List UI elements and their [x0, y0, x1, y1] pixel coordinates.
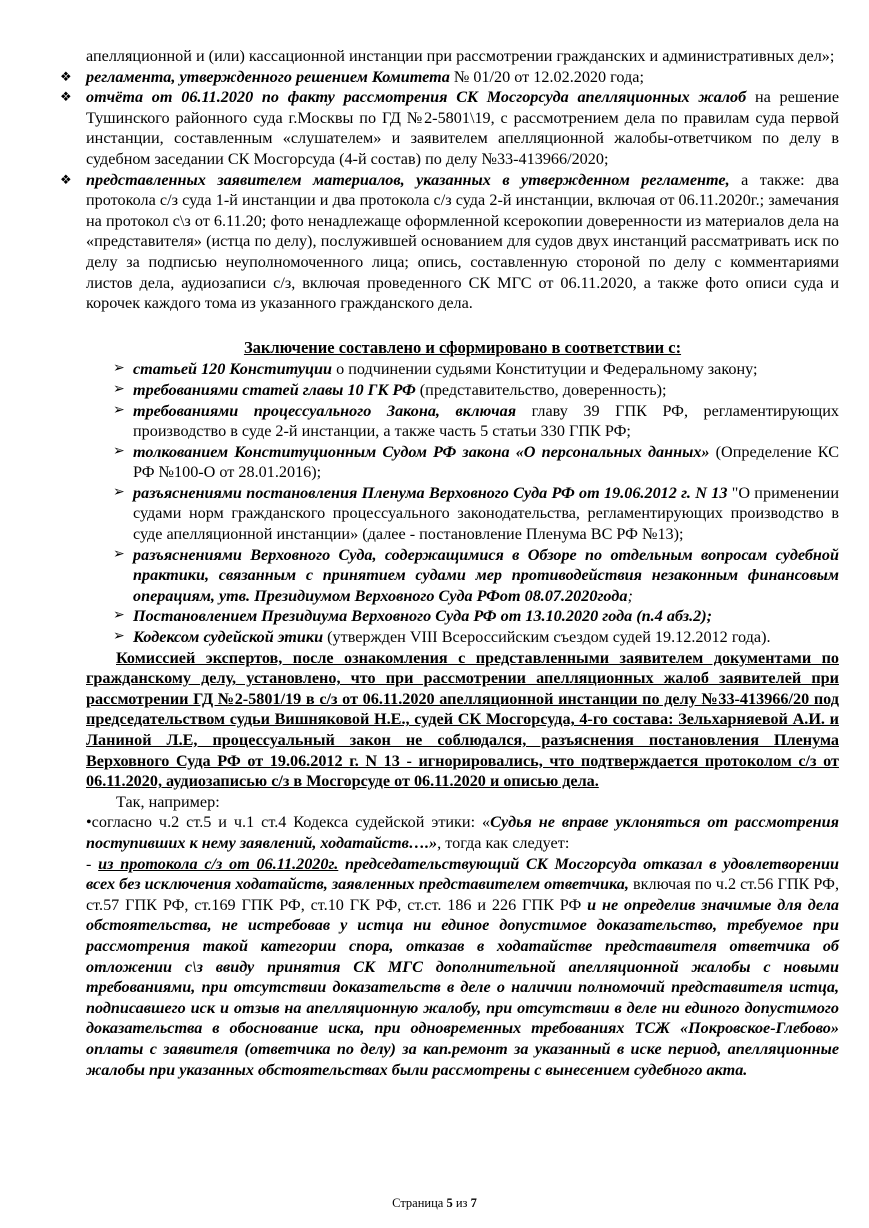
item-text: (утвержден VIII Всероссийским съездом судей 19.12.2012 года). — [323, 628, 771, 647]
item-emphasis: разъяснениями Верховного Суда, содержащимися в Обзоре по отдельным вопросам судебной практики, связанным с принятием судами мер противодействия незаконным финансовым операциям, утв. Президиумом Верховного Суда РФот 08.07.2020года — [133, 545, 839, 605]
bullet-quote: Судья не вправе уклоняться от рассмотрения поступивших к нему заявлений, ходатайств….» — [86, 813, 840, 852]
item-text: (Определение КС РФ №100-О от 28.01.2016); — [133, 442, 839, 482]
item-text: (представительство, доверенность); — [415, 380, 667, 399]
item-emphasis: отчёта от 06.11.2020 по факту рассмотрения СК Мосгорсуда апелляционных жалоб — [86, 88, 747, 107]
arrow-bullet-icon: ➢ — [113, 402, 125, 418]
intro-paragraph: апелляционной и (или) кассационной инстанции при рассмотрении гражданских и административных дел»; — [86, 47, 835, 65]
bullet-tail: , тогда как следует: — [437, 833, 570, 852]
dash-marker: - — [86, 854, 99, 873]
item-emphasis: Кодексом судейской этики — [133, 628, 324, 647]
item-emphasis: требованиями статей главы 10 ГК РФ — [133, 380, 416, 399]
example-intro: Так, например: — [116, 792, 220, 811]
item-text: главу 39 ГПК РФ, регламентирующих производство в суде 2-й инстанции, а также часть 5 статьи 330 ГПК РФ; — [133, 401, 839, 441]
item-text: о подчинении судьями Конституции и Федеральному закону; — [332, 360, 758, 379]
protocol-reference: из протокола с/з от 06.11.2020г. — [98, 854, 339, 873]
list-item — [113, 442, 839, 483]
protocol-text: председательствующий СК Мосгорсуда отказал в удовлетворении всех без исключения ходатайств, заявленных представителем ответчика, — [86, 854, 839, 894]
item-emphasis: требованиями процессуального Закона, включая — [133, 401, 517, 420]
findings-paragraph: Комиссией экспертов, после ознакомления с представленными заявителем документами по гражданскому делу, установлено, что при рассмотрении апелляционных жалоб заявителей при рассмотрении ГД №2-5801/19 в с/з от 06.11.2020 апелляционной инстанции по делу №33-413966/20 под председательством судьи Вишняковой Н.Е., судей СК Мосгорсуда, 4-го состава: Зельхарняевой А.И. и Ланиной Л.Е, процессуальный закон не соблюдался, разъяснения постановления Пленума Верховного Суда РФ от 19.06.2012 г. N 13 - игнорировались, что подтверждается протоколом с/з от 06.11.2020, аудиозаписью с/з в Мосгорсуде от 06.11.2020 и описью дела. — [86, 648, 839, 791]
arrow-bullet-icon: ➢ — [113, 546, 125, 562]
page-footer — [0, 1196, 869, 1211]
list-item — [113, 627, 839, 648]
arrow-bullet-icon: ➢ — [113, 361, 125, 377]
page-total: 7 — [470, 1196, 477, 1210]
document-body — [60, 46, 840, 1080]
arrow-bullet-icon: ➢ — [113, 484, 125, 500]
arrow-bullet-icon: ➢ — [113, 443, 125, 459]
list-item — [113, 359, 839, 380]
sources-list — [60, 67, 839, 314]
item-emphasis: статьей 120 Конституции — [133, 360, 333, 379]
diamond-bullet-icon: ❖ — [60, 89, 72, 105]
item-text: а также: два протокола с/з суда 1-й инстанции и два протокола с/з суда 2-й инстанции, включая от 06.11.2020г.; замечания на протокол с\з от 6.11.20; фото ненадлежаще оформленной ксерокопии доверенности из материалов дела на «представителя» (истца по делу), послужившей основанием для судов двух инстанций рассматривать иск по делу за подписью неуполномоченного лица; опись, составленную стороной по делу с комментариями листов дела, аудиозаписи с/з, включая проведенного СК МГС от 06.11.2020, а также фото описи суда и корочек каждого тома из указанного гражданского дела. — [86, 170, 839, 313]
arrow-bullet-icon: ➢ — [113, 629, 125, 645]
arrow-bullet-icon: ➢ — [113, 381, 125, 397]
list-item — [113, 401, 839, 442]
footer-label: Страница — [392, 1196, 447, 1210]
item-text: "О применении судами норм гражданского процессуального законодательства, регламентирующих производство в суде апелляционной инстанции» (далее - постановление Пленума ВС РФ №13); — [133, 483, 839, 544]
item-emphasis: разъяснениями постановления Пленума Верховного Суда РФ от 19.06.2012 г. N 13 — [133, 483, 728, 502]
diamond-bullet-icon: ❖ — [60, 68, 72, 84]
item-emphasis: представленных заявителем материалов, указанных в утвержденном регламенте, — [86, 170, 730, 189]
list-item — [113, 545, 839, 607]
item-emphasis: регламента, утвержденного решением Комитета — [86, 67, 450, 86]
list-item — [58, 67, 839, 88]
protocol-text: и не определив значимые для дела обстоятельства, не истребовав у истца ни единое допустимое доказательство, требуемое при рассмотрения такой категории спора, отказав в ходатайстве представителя ответчика об отложении с\з ввиду принятия СК МГС дополнительной апелляционной жалобы с новыми требованиями, при отсутствии доказательств в деле о наличии полномочий представителя истца, подписавшего иск и отзыв на апелляционную жалобу, при отсутствии в деле ни единого допустимого доказательства в обоснование иска, при одновременных требованиях ТСЖ «Покровское-Глебово» оплаты с заявителя (ответчика по делу) за кап.ремонт за указанный в иске период, апелляционные жалобы при указанных обстоятельствах были рассмотрены с вынесением судебного акта. — [86, 895, 840, 1079]
item-text: ; — [627, 586, 633, 605]
item-text: № 01/20 от 12.02.2020 года; — [449, 67, 644, 86]
legal-basis-list — [86, 359, 839, 647]
ethics-bullet — [86, 812, 839, 853]
section-heading: Заключение составлено и сформировано в соответствии с: — [243, 337, 682, 357]
bullet-text: согласно ч.2 ст.5 и ч.1 ст.4 Кодекса судейской этики: « — [91, 813, 491, 832]
item-emphasis: толкованием Конституционным Судом РФ закона «О персональных данных» — [133, 442, 710, 461]
round-bullet-icon: • — [86, 813, 92, 832]
item-emphasis: Постановлением Президиума Верховного Суда РФ от 13.10.2020 года (п.4 абз.2); — [133, 607, 713, 626]
list-item — [58, 170, 839, 314]
diamond-bullet-icon: ❖ — [60, 171, 72, 187]
list-item — [113, 483, 839, 545]
item-text: на решение Тушинского районного суда г.Москвы по ГД №2-5801\19, с рассмотрением дела по правилам суда первой инстанции, составленным «слушателем» и заявителем апелляционной жалобы-ответчиком по делу в судебном заседании СК Мосгорсуда (4-й состав) по делу №33-413966/2020; — [86, 88, 839, 168]
page-number: 5 — [446, 1196, 453, 1210]
list-item — [58, 87, 839, 169]
protocol-paragraph — [86, 854, 839, 1081]
footer-separator: из — [452, 1196, 471, 1210]
list-item — [113, 606, 839, 627]
protocol-articles: включая по ч.2 ст.56 ГПК РФ, ст.57 ГПК РФ, ст.169 ГПК РФ, ст.10 ГК РФ, ст.ст. 186 и 226 ГПК РФ — [86, 875, 839, 914]
arrow-bullet-icon: ➢ — [113, 608, 125, 624]
list-item — [113, 380, 839, 401]
